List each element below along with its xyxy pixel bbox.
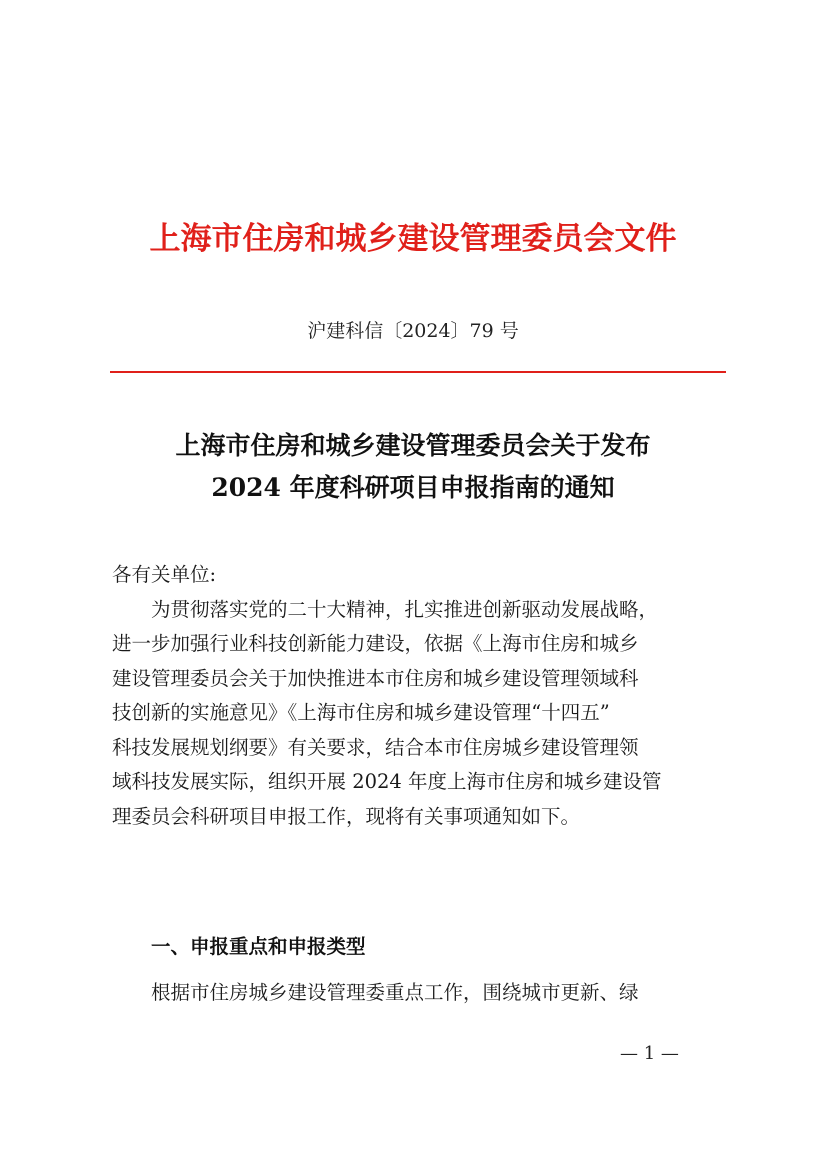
page-number: — 1 — bbox=[620, 1043, 679, 1064]
paragraph-line: 技创新的实施意见》《上海市住房和城乡建设管理“十四五” bbox=[112, 701, 610, 724]
issuing-authority-title: 上海市住房和城乡建设管理委员会文件 bbox=[149, 221, 677, 257]
document-number: 沪建科信〔2024〕79 号 bbox=[307, 320, 519, 342]
notice-title bbox=[0, 425, 826, 509]
paragraph-line: 建设管理委员会关于加快推进本市住房和城乡建设管理领域科 bbox=[112, 666, 639, 690]
paragraph-line: 科技发展规划纲要》有关要求，结合本市住房城乡建设管理领 bbox=[112, 735, 639, 759]
red-divider-line bbox=[110, 371, 726, 373]
notice-title-line-1: 上海市住房和城乡建设管理委员会关于发布 bbox=[175, 431, 651, 460]
section-paragraph-line: 根据市住房城乡建设管理委重点工作，围绕城市更新、绿 bbox=[151, 981, 639, 1004]
notice-body bbox=[112, 558, 716, 834]
salutation: 各有关单位: bbox=[112, 563, 217, 586]
notice-title-line-2: 2024 年度科研项目申报指南的通知 bbox=[211, 473, 615, 502]
paragraph-line: 理委员会科研项目申报工作，现将有关事项通知如下。 bbox=[112, 804, 581, 828]
paragraph-line: 进一步加强行业科技创新能力建设，依据《上海市住房和城乡 bbox=[112, 632, 639, 655]
paragraph-line: 域科技发展实际，组织开展 2024 年度上海市住房和城乡建设管 bbox=[112, 770, 662, 793]
section-heading: 一、申报重点和申报类型 bbox=[151, 935, 366, 958]
paragraph-line: 为贯彻落实党的二十大精神，扎实推进创新驱动发展战略， bbox=[151, 597, 659, 621]
